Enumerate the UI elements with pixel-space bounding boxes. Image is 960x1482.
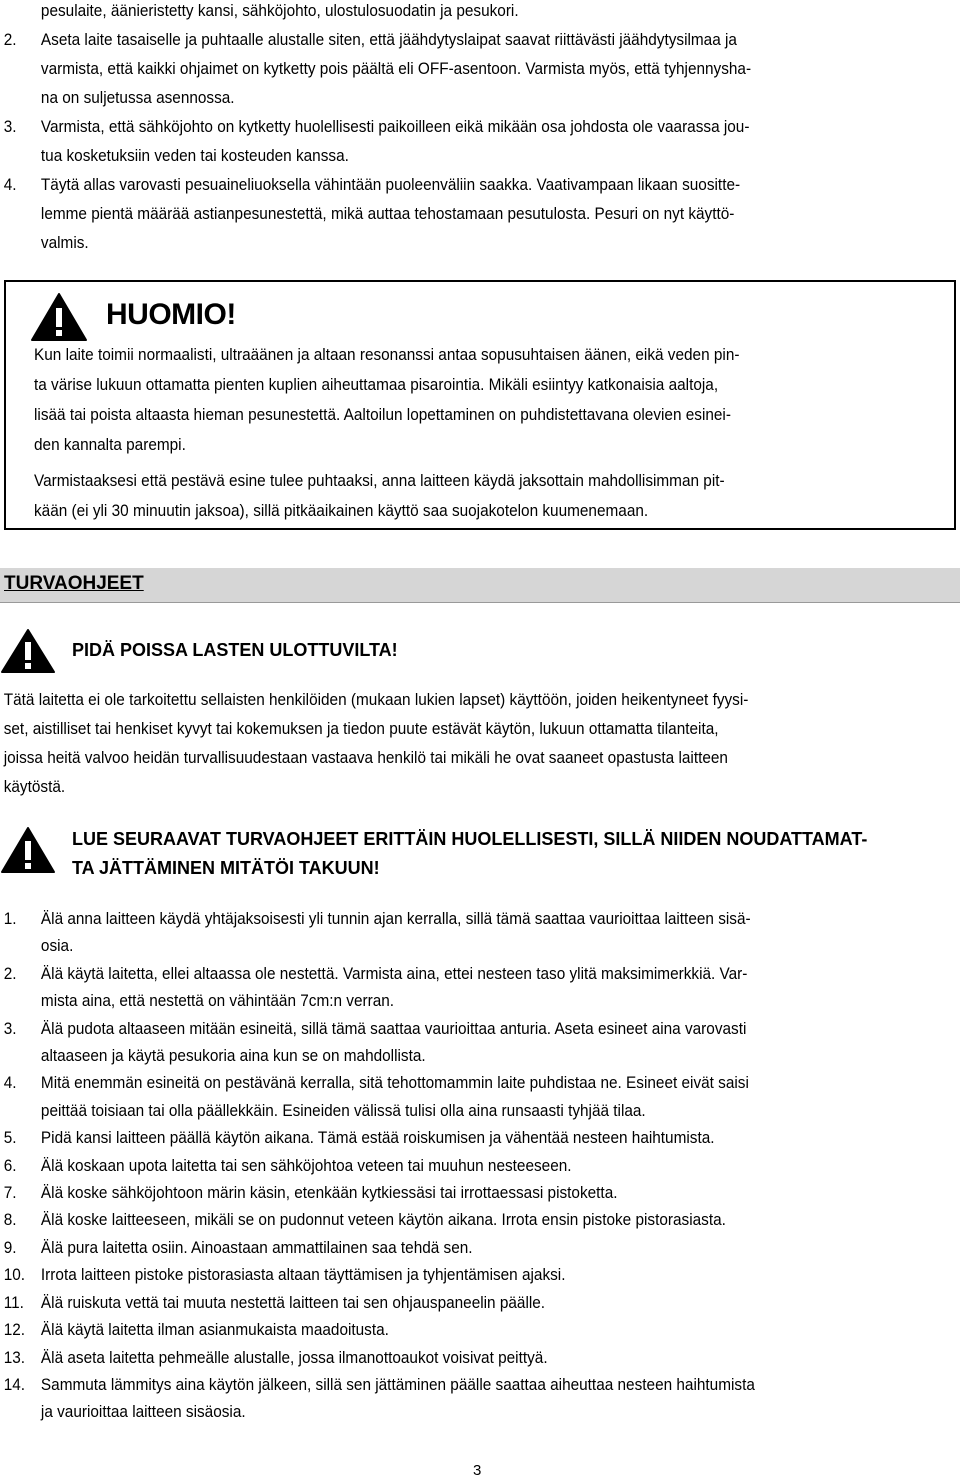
list-item: 8. Älä koske laitteeseen, mikäli se on pudonnut veteen käytön aikana. Irrota ensin pistoke pistorasiasta. bbox=[3, 1211, 726, 1230]
paragraph-line: Tätä laitetta ei ole tarkoitettu sellaisten henkilöiden (mukaan lukien lapset) käyttöön, joiden heikentyneet fyysi- bbox=[3, 691, 749, 709]
list-item: altaaseen ja käytä pesukoria aina kun se on mahdollista. bbox=[40, 1047, 426, 1066]
read-instructions-warning: LUE SEURAAVAT TURVAOHJEET ERITTÄIN HUOLELLISESTI, SILLÄ NIIDEN NOUDATTAMAT- TA JÄTTÄMINEN MITÄTÖI TAKUUN! bbox=[72, 829, 868, 878]
notice-line: den kannalta parempi. bbox=[34, 436, 186, 454]
list-item: 3. Varmista, että sähköjohto on kytketty huolellisesti paikoilleen eikä mikään osa johdosta ole vaarassa jou- bbox=[3, 118, 750, 136]
list-item: 1. Älä anna laitteen käydä yhtäjaksoisesti yli tunnin ajan kerralla, sillä tämä saattaa vaurioittaa laitteen sisä- bbox=[3, 910, 751, 928]
installation-steps bbox=[0, 0, 960, 258]
list-item: 5. Pidä kansi laitteen päällä käytön aikana. Tämä estää roiskumisen ja vähentää nesteen haihtumista. bbox=[3, 1129, 715, 1148]
paragraph-line: käytöstä. bbox=[3, 778, 66, 796]
list-item: mista aina, että nestettä on vähintään 7cm:n verran. bbox=[40, 992, 395, 1011]
child-safety-warning: PIDÄ POISSA LASTEN ULOTTUVILTA! bbox=[72, 640, 398, 660]
paragraph-line: set, aistilliset tai henkiset kyvyt tai kokemuksen ja tiedon puute estävät käytön, lukuun ottamatta tilanteita, bbox=[3, 720, 719, 738]
notice-line: ta värise lukuun ottamatta pienten kuplien aiheuttamaa pisarointia. Mikäli esiintyy katkonaisia aaltoja, bbox=[34, 376, 719, 394]
list-item: osia. bbox=[40, 937, 74, 956]
notice-line: Kun laite toimii normaalisti, ultraäänen ja altaan resonanssi antaa sopusuhtaisen äänen, eikä veden pin- bbox=[34, 346, 740, 364]
list-item: 13. Älä aseta laitetta pehmeälle alustalle, jossa ilmanottoaukot voisivat peittyä. bbox=[3, 1348, 548, 1367]
notice-title: HUOMIO! bbox=[106, 298, 236, 331]
intro-paragraph bbox=[0, 686, 960, 802]
notice-box bbox=[4, 280, 956, 530]
list-item: ja vaurioittaa laitteen sisäosia. bbox=[40, 1403, 246, 1422]
page-number: 3 bbox=[473, 1462, 482, 1479]
warning-triangle-icon bbox=[0, 826, 56, 874]
list-item: 11. Älä ruiskuta vettä tai muuta nestettä laitteen tai sen ohjauspaneelin päälle. bbox=[3, 1293, 546, 1312]
list-item: lemme pientä määrää astianpesunestettä, mikä auttaa tehostamaan pesutulosta. Pesuri on nyt käyttö- bbox=[40, 205, 735, 223]
notice-line: lisää tai poista altaasta hieman pesunestettä. Aaltoilun lopettaminen on puhdistettavana olevien esinei- bbox=[34, 406, 731, 424]
list-item: 4. Mitä enemmän esineitä on pestävänä kerralla, sitä tehottomammin laite puhdistaa ne. Esineet eivät saisi bbox=[3, 1074, 749, 1093]
list-item: tua kosketuksiin veden tai kosteuden kanssa. bbox=[40, 147, 349, 165]
notice-line: kään (ei yli 30 minuutin jaksoa), sillä pitkäaikainen käyttö saa suojakotelon kuumenemaan. bbox=[34, 502, 649, 520]
notice-text bbox=[34, 340, 954, 526]
warning-triangle-icon bbox=[30, 292, 88, 342]
list-item: na on suljetussa asennossa. bbox=[40, 89, 235, 107]
list-item: 6. Älä koskaan upota laitetta tai sen sähköjohtoa veteen tai muuhun nesteeseen. bbox=[3, 1156, 572, 1175]
list-item: peittää toisiaan tai olla päällekkäin. Esineiden välissä tulisi olla aina runsaasti tyhjää tilaa. bbox=[40, 1101, 646, 1120]
paragraph-line: joissa heitä valvoo heidän turvallisuudestaan vastaava henkilö tai mikäli he ovat saaneet opastusta laitteen bbox=[3, 749, 728, 767]
list-item: 12. Älä käytä laitetta ilman asianmukaista maadoitusta. bbox=[3, 1321, 389, 1340]
list-item: 4. Täytä allas varovasti pesuaineliuoksella vähintään puoleenväliin saakka. Vaativampaan likaan suositte- bbox=[3, 176, 741, 194]
list-item: 2. Aseta laite tasaiselle ja puhtaalle alustalle siten, että jäähdytyslaipat saavat riittävästi jäähdytysilmaa ja bbox=[3, 31, 737, 49]
list-item: varmista, että kaikki ohjaimet on kytketty pois päältä eli OFF-asentoon. Varmista myös, että tyhjennysha- bbox=[40, 60, 752, 78]
section-heading bbox=[0, 568, 960, 603]
safety-instructions bbox=[0, 906, 960, 1427]
list-item: 2. Älä käytä laitetta, ellei altaassa ole nestettä. Varmista aina, ettei nesteen taso ylitä maksimimerkkiä. Var- bbox=[3, 964, 748, 983]
list-item: pesulaite, äänieristetty kansi, sähköjohto, ulostulosuodatin ja pesukori. bbox=[40, 2, 519, 20]
list-item: 14. Sammuta lämmitys aina käytön jälkeen, sillä sen jättäminen päälle saattaa aiheuttaa nesteen haihtumista bbox=[3, 1375, 755, 1394]
list-item: valmis. bbox=[40, 234, 89, 252]
notice-line: Varmistaaksesi että pestävä esine tulee puhtaaksi, anna laitteen käydä jaksottain mahdollisimman pit- bbox=[34, 472, 725, 490]
section-title: TURVAOHJEET bbox=[4, 573, 144, 594]
list-item: 3. Älä pudota altaaseen mitään esineitä, sillä tämä saattaa vaurioittaa anturia. Aseta esineet aina varovasti bbox=[3, 1019, 747, 1038]
list-item: 7. Älä koske sähköjohtoon märin käsin, etenkään kytkiessäsi tai irrottaessasi pistoketta. bbox=[3, 1184, 618, 1203]
warning-triangle-icon bbox=[0, 628, 56, 674]
list-item: 10. Irrota laitteen pistoke pistorasiasta altaan täyttämisen ja tyhjentämisen ajaksi. bbox=[3, 1266, 566, 1285]
list-item: 9. Älä pura laitetta osiin. Ainoastaan ammattilainen saa tehdä sen. bbox=[3, 1238, 473, 1257]
